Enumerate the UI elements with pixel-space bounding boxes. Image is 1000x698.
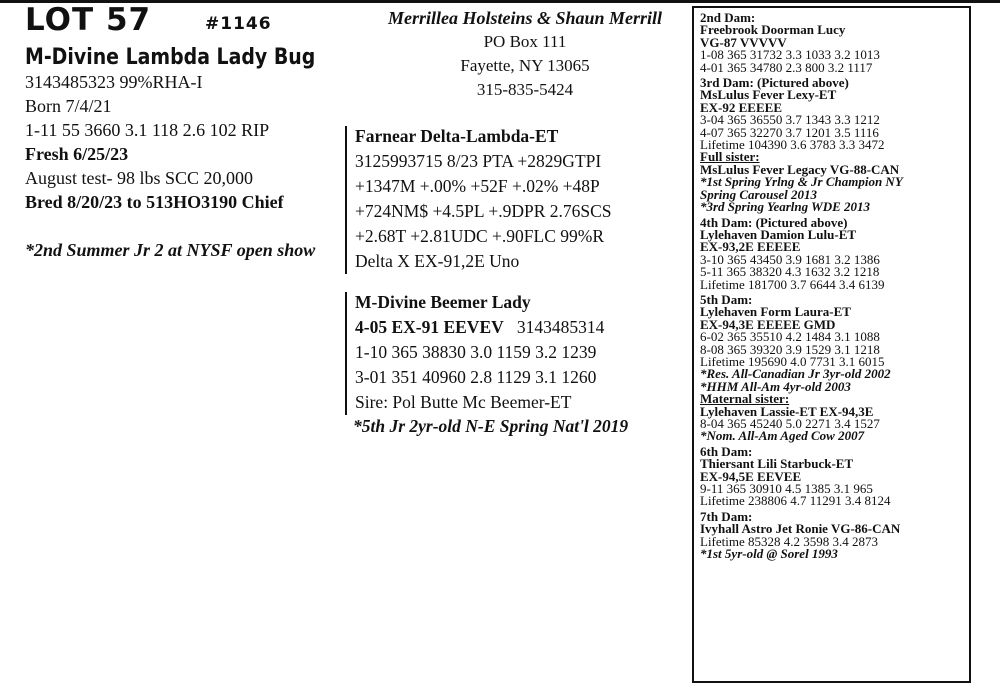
- registration-line: 3143485323 99%RHA-I: [25, 72, 203, 92]
- record-line: 4-01 365 34780 2.3 800 3.2 1117: [700, 59, 873, 75]
- lot-number: #1146: [205, 14, 272, 34]
- dam-line: Sire: Pol Butte Mc Beemer-ET: [355, 392, 572, 412]
- animal-line: Lylehaven Damion Lulu-ET: [700, 226, 857, 242]
- record-line: 6-02 365 35510 4.2 1484 3.1 1088: [700, 329, 880, 345]
- generation-label: 5th Dam:: [700, 291, 753, 307]
- dam-note-block: [353, 414, 693, 438]
- record-line: 1-08 365 31732 3.3 1033 3.2 1013: [700, 47, 880, 63]
- animal-line: EX-92 EEEEE: [700, 99, 782, 115]
- record-line: 5-11 365 38320 4.3 1632 3.2 1218: [700, 264, 880, 280]
- record-line: 3-10 365 43450 3.9 1681 3.2 1386: [700, 251, 880, 267]
- animal-line: EX-93,2E EEEEE: [700, 239, 801, 255]
- record-line: Lifetime 85328 4.2 3598 3.4 2873: [700, 533, 879, 549]
- bred-info: Bred 8/20/23 to 513HO3190 Chief: [25, 192, 284, 212]
- award-line: *1st Spring Yrlng & Jr Champion NY: [700, 174, 903, 190]
- animal-line: MsLulus Fever Legacy VG-88-CAN: [700, 161, 900, 177]
- test-info: August test- 98 lbs SCC 20,000: [25, 168, 254, 188]
- dam-note: *5th Jr 2yr-old N-E Spring Nat'l 2019: [353, 416, 629, 436]
- seller-phone: 315-835-5424: [476, 80, 574, 99]
- birth-date: Born 7/4/21: [25, 96, 112, 116]
- award-line: *3rd Spring Yearlng WDE 2013: [700, 199, 871, 215]
- sire-line: Delta X EX-91,2E Uno: [355, 251, 520, 271]
- record-line: 8-04 365 45240 5.0 2271 3.4 1527: [700, 416, 880, 431]
- production-record: 1-11 55 3660 3.1 118 2.6 102 RIP: [25, 120, 270, 140]
- dam-class-score: 4-05 EX-91 EEVEV: [355, 317, 504, 337]
- award-line: *Res. All-Canadian Jr 3yr-old 2002: [700, 366, 891, 382]
- animal-line: EX-94,3E EEEEE GMD: [700, 316, 836, 332]
- lot-info: [25, 2, 355, 262]
- award-line: Spring Carousel 2013: [700, 186, 818, 202]
- sire-line: +1347M +.00% +52F +.02% +48P: [355, 176, 600, 196]
- generation-label: 6th Dam:: [700, 443, 753, 459]
- animal-line: MsLulus Fever Lexy-ET: [700, 87, 837, 103]
- animal-line: Lylehaven Form Laura-ET: [700, 304, 851, 320]
- dam-classification: [355, 315, 705, 340]
- animal-line: Lylehaven Lassie-ET EX-94,3E: [700, 403, 874, 419]
- record-line: 8-08 365 39320 3.9 1529 3.1 1218: [700, 341, 880, 357]
- record-line: Lifetime 181700 3.7 6644 3.4 6139: [700, 276, 885, 292]
- record-line: 3-04 365 36550 3.7 1343 3.3 1212: [700, 112, 880, 128]
- dam-generation-7: [700, 508, 969, 562]
- dam-line: 1-10 365 38830 3.0 1159 3.2 1239: [355, 342, 597, 362]
- dam-line: 3-01 351 40960 2.8 1129 3.1 1260: [355, 367, 597, 387]
- cow-name: M-Divine Lambda Lady Bug: [25, 45, 316, 70]
- generation-label: 4th Dam: (Pictured above): [700, 214, 848, 230]
- lot-header: [25, 2, 355, 42]
- animal-line: EX-94,5E EEVEE: [700, 468, 802, 484]
- seller-address-2: Fayette, NY 13065: [460, 56, 590, 75]
- sire-line: 3125993715 8/23 PTA +2829GTPI: [355, 151, 602, 171]
- animal-line: Ivyhall Astro Jet Ronie VG-86-CAN: [700, 521, 901, 537]
- record-line: 4-07 365 32270 3.7 1201 3.5 1116: [700, 124, 879, 140]
- dam-name: M-Divine Beemer Lady: [355, 292, 531, 312]
- dam-generation-3: [700, 77, 969, 213]
- generation-label: 3rd Dam: (Pictured above): [700, 75, 849, 91]
- sire-section: [345, 126, 705, 274]
- generation-label: 7th Dam:: [700, 508, 753, 524]
- animal-line: Freebrook Doorman Lucy: [700, 22, 846, 38]
- animal-line: VG-87 VVVVV: [700, 34, 787, 50]
- seller-info: [355, 6, 695, 102]
- seller-name: Merrillea Holsteins & Shaun Merrill: [387, 8, 663, 28]
- sire-line: +724NM$ +4.5PL +.9DPR 2.76SCS: [355, 201, 612, 221]
- generation-label: 2nd Dam:: [700, 10, 756, 25]
- dam-generation-2: [700, 12, 969, 74]
- relative-heading: Full sister:: [700, 149, 760, 165]
- award-line: *1st 5yr-old @ Sorel 1993: [700, 546, 838, 562]
- animal-line: Thiersant Lili Starbuck-ET: [700, 456, 854, 472]
- fresh-date: Fresh 6/25/23: [25, 144, 129, 164]
- record-line: Lifetime 195690 4.0 7731 3.1 6015: [700, 353, 885, 369]
- sire-line: +2.68T +2.81UDC +.90FLC 99%R: [355, 226, 605, 246]
- dam-section: [345, 292, 705, 415]
- record-line: Lifetime 104390 3.6 3783 3.3 3472: [700, 137, 885, 153]
- dam-generation-4: [700, 214, 969, 292]
- record-line: Lifetime 238806 4.7 11291 3.4 8124: [700, 493, 891, 509]
- relative-heading: Maternal sister:: [700, 391, 790, 407]
- award-line: *Nom. All-Am Aged Cow 2007: [700, 428, 865, 444]
- dam-reg-number: 3143485314: [516, 317, 605, 337]
- seller-address-1: PO Box 111: [483, 32, 567, 51]
- pedigree-box: [692, 6, 971, 683]
- sire-name: Farnear Delta-Lambda-ET: [355, 126, 559, 146]
- dam-generation-5: [700, 291, 969, 444]
- lot-title: LOT 57: [25, 2, 152, 38]
- record-line: 9-11 365 30910 4.5 1385 3.1 965: [700, 481, 873, 497]
- award-line: *HHM All-Am 4yr-old 2003: [700, 378, 851, 394]
- show-note: *2nd Summer Jr 2 at NYSF open show: [25, 240, 316, 260]
- dam-generation-6: [700, 443, 969, 509]
